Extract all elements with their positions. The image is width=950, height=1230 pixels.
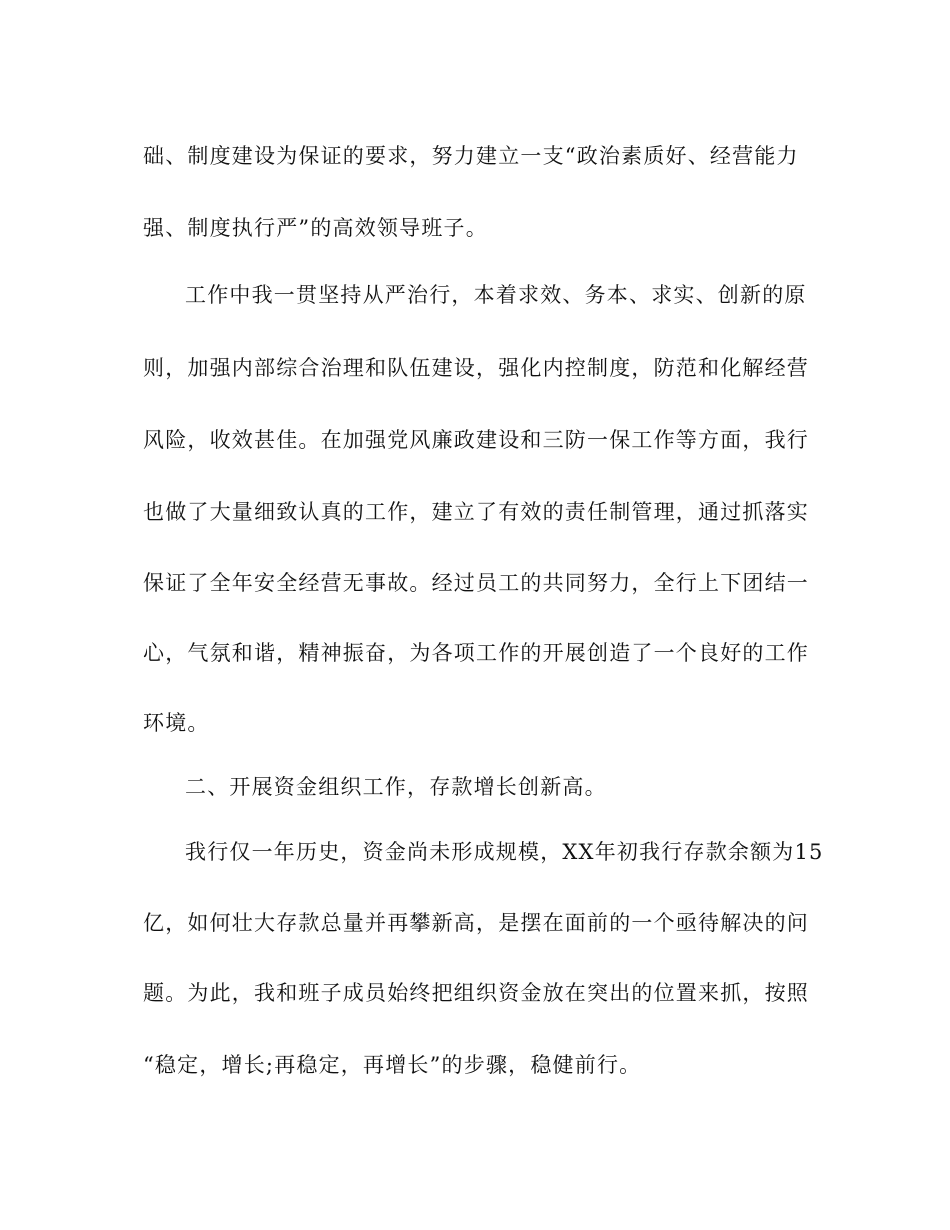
text-line: “稳定，增长;再稳定，再增长”的步骤，稳健前行。 [143,1053,642,1077]
text-line: 题。为此，我和班子成员始终把组织资金放在突出的位置来抓，按照 [143,981,809,1005]
text-line: 风险，收效甚佳。在加强党风廉政建设和三防一保工作等方面，我行 [143,428,809,452]
text-line: 亿，如何壮大存款总量并再攀新高，是摆在面前的一个亟待解决的问 [143,911,809,935]
text-line: 也做了大量细致认真的工作，建立了有效的责任制管理，通过抓落实 [143,500,809,524]
paragraph-start-line: 工作中我一贯坚持从严治行，本着求效、务本、求实、创新的原 [185,283,807,307]
text-line: 心，气氛和谐，精神振奋，为各项工作的开展创造了一个良好的工作 [143,641,809,665]
text-line: 环境。 [143,711,210,735]
paragraph-start-line: 我行仅一年历史，资金尚未形成规模，XX年初我行存款余额为15 [185,840,824,864]
text-line: 础、制度建设为保证的要求，努力建立一支“政治素质好、经营能力 [143,144,799,168]
text-line: 强、制度执行严”的高效领导班子。 [143,216,488,240]
text-line: 保证了全年安全经营无事故。经过员工的共同努力，全行上下团结一 [143,571,809,595]
text-line: 则，加强内部综合治理和队伍建设，强化内控制度，防范和化解经营 [143,356,809,380]
section-heading: 二、开展资金组织工作，存款增长创新高。 [185,775,607,799]
